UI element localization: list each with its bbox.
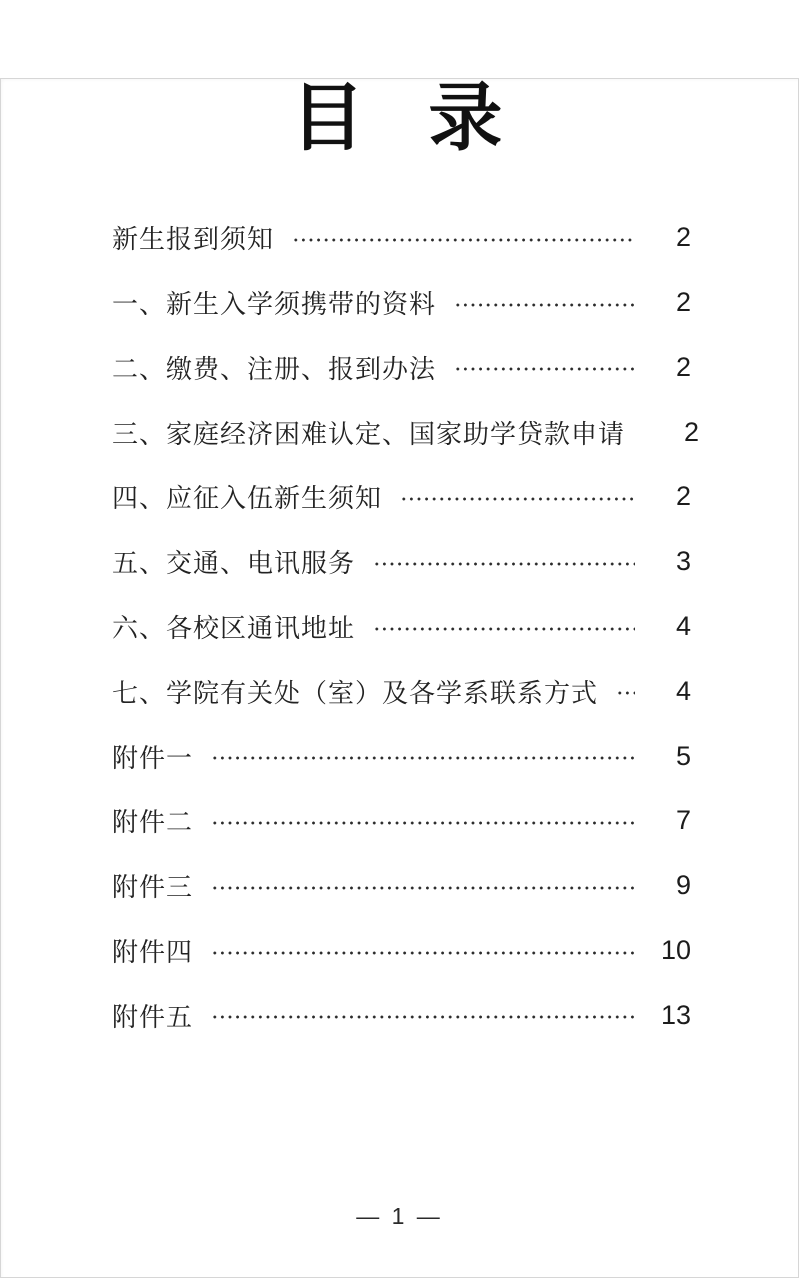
dot-leader (454, 367, 635, 371)
dot-leader (373, 562, 635, 566)
dot-leader (211, 886, 635, 890)
toc-entry (112, 789, 691, 854)
toc-entry-page: 4 (675, 675, 691, 706)
toc-entry-label: 新生报到须知 (112, 224, 275, 255)
dot-leader (211, 1015, 635, 1019)
toc-entry-page: 7 (675, 805, 691, 836)
toc-entry-page: 3 (675, 546, 691, 577)
toc-entry-label: 四、应征入伍新生须知 (112, 483, 383, 514)
toc-entry (112, 983, 691, 1048)
dot-leader (211, 821, 635, 825)
toc-list (112, 205, 700, 1047)
toc-entry-page: 10 (660, 935, 691, 966)
dot-leader (211, 951, 635, 955)
toc-entry-label: 六、各校区通讯地址 (112, 613, 356, 644)
toc-entry-label: 附件三 (112, 872, 194, 903)
dot-leader (292, 238, 635, 242)
toc-entry (112, 335, 691, 400)
toc-entry (112, 465, 691, 530)
toc-entry-page: 9 (675, 870, 691, 901)
toc-entry-page: 2 (675, 287, 691, 318)
toc-entry-label: 二、缴费、注册、报到办法 (112, 353, 437, 384)
toc-entry (112, 270, 691, 335)
dot-leader (400, 497, 635, 501)
footer-page-number: — 1 — (356, 1203, 443, 1229)
toc-entry-page: 13 (660, 999, 691, 1030)
toc-entry (112, 918, 691, 983)
toc-entry-label: 一、新生入学须携带的资料 (112, 289, 437, 320)
dot-leader (454, 303, 635, 307)
toc-entry-label: 三、家庭经济困难认定、国家助学贷款申请 (112, 418, 626, 449)
toc-entry-page: 2 (683, 416, 700, 447)
toc-entry (112, 529, 691, 594)
toc-entry (112, 400, 700, 465)
toc-entry-label: 附件四 (112, 937, 194, 968)
toc-entry (112, 853, 691, 918)
page-title: 目 录 (290, 75, 509, 161)
toc-entry (112, 594, 691, 659)
toc-entry-page: 5 (675, 740, 691, 771)
toc-entry (112, 205, 691, 270)
toc-entry-page: 2 (675, 222, 691, 253)
toc-entry-page: 4 (675, 611, 691, 642)
document-page (0, 75, 799, 1278)
toc-entry-label: 附件五 (112, 1001, 194, 1032)
toc-entry-page: 2 (675, 481, 691, 512)
toc-entry-label: 附件一 (112, 742, 194, 773)
toc-entry-label: 附件二 (112, 807, 194, 838)
dot-leader (616, 691, 635, 695)
toc-entry (112, 659, 691, 724)
dot-leader (211, 756, 635, 760)
toc-entry-label: 五、交通、电讯服务 (112, 548, 356, 579)
dot-leader (373, 627, 635, 631)
toc-entry-page: 2 (675, 351, 691, 382)
toc-entry (112, 724, 691, 789)
toc-entry-label: 七、学院有关处（室）及各学系联系方式 (112, 677, 599, 708)
